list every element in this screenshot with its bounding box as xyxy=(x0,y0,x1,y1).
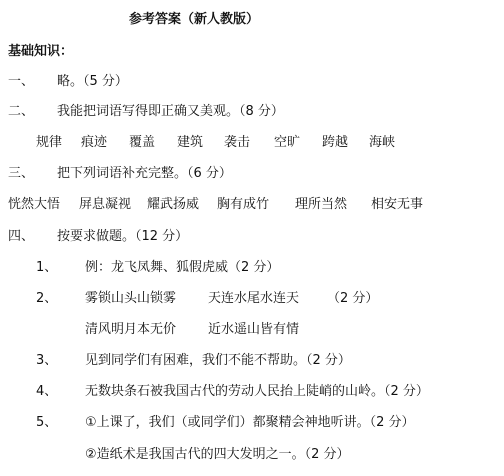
q2-word: 痕迹 xyxy=(81,135,108,150)
q2-word: 跨越 xyxy=(322,135,349,150)
q3-text: 把下列词语补充完整。（6 分） xyxy=(57,166,232,181)
q4-item-5-sentence-1: ①上课了，我们（或同学们）都聚精会神地听讲。（2 分） xyxy=(85,415,415,430)
q4-item-2-couplet-a: 雾锁山头山锁雾 xyxy=(85,291,177,306)
q3-word: 耀武扬威 xyxy=(147,197,200,212)
q4-item-2-couplet-d: 近水遥山皆有情 xyxy=(208,322,300,337)
q4-item-1-number: 1、 xyxy=(36,260,58,275)
q4-item-2-number: 2、 xyxy=(36,291,58,306)
q4-item-3-text: 见到同学们有困难，我们不能不帮助。（2 分） xyxy=(85,353,351,368)
q2-text: 我能把词语写得即正确又美观。（8 分） xyxy=(57,104,284,119)
q4-item-5-sentence-2: ②造纸术是我国古代的四大发明之一。（2 分） xyxy=(85,447,350,462)
q4-item-5-number: 5、 xyxy=(36,415,58,430)
q2-word: 袭击 xyxy=(224,135,251,150)
q4-item-2-score: （2 分） xyxy=(327,291,379,306)
section-heading: 基础知识： xyxy=(8,44,74,59)
q3-word: 相安无事 xyxy=(371,197,424,212)
q4-item-4-number: 4、 xyxy=(36,384,58,399)
q1-number: 一、 xyxy=(8,74,35,89)
q4-text: 按要求做题。（12 分） xyxy=(57,229,189,244)
q2-word: 空旷 xyxy=(274,135,301,150)
q4-number: 四、 xyxy=(8,229,35,244)
q2-word: 规律 xyxy=(36,135,63,150)
q4-item-1-text: 例：龙飞凤舞、狐假虎威（2 分） xyxy=(85,260,280,275)
q3-word: 屏息凝视 xyxy=(79,197,132,212)
q2-word: 覆盖 xyxy=(129,135,156,150)
q2-number: 二、 xyxy=(8,104,35,119)
q1-text: 略。（5 分） xyxy=(57,74,128,89)
q3-word: 恍然大悟 xyxy=(8,197,61,212)
q4-item-2-couplet-b: 天连水尾水连天 xyxy=(208,291,300,306)
q2-word: 建筑 xyxy=(177,135,204,150)
q3-word: 胸有成竹 xyxy=(217,197,270,212)
q4-item-2-couplet-c: 清风明月本无价 xyxy=(85,322,177,337)
q3-number: 三、 xyxy=(8,166,35,181)
q3-word: 理所当然 xyxy=(295,197,348,212)
q4-item-4-text: 无数块条石被我国古代的劳动人民抬上陡峭的山岭。（2 分） xyxy=(85,384,429,399)
page-title: 参考答案（新人教版） xyxy=(129,12,260,27)
q4-item-3-number: 3、 xyxy=(36,353,58,368)
q2-word: 海峡 xyxy=(369,135,396,150)
